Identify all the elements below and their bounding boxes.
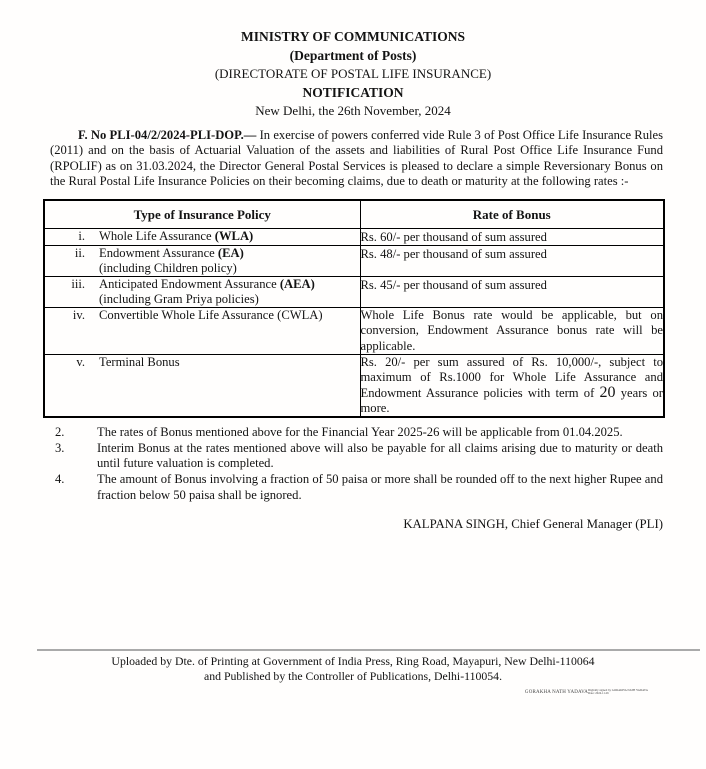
rate-text-end: years or more.	[360, 385, 663, 415]
rate-big-number: 20	[599, 383, 616, 401]
policy-name: Convertible Whole Life Assurance (CWLA)	[99, 307, 323, 322]
dateline: New Delhi, the 26th November, 2024	[255, 103, 451, 118]
digital-signature-detail-line2: Date: 2024.11.26	[588, 692, 609, 695]
clause-number: 4.	[55, 472, 65, 487]
policy-cell	[44, 245, 360, 276]
intro-paragraph	[50, 128, 663, 190]
digital-signer-name: GORAKHA NATH YADAVA	[524, 689, 588, 695]
rate-column-header: Rate of Bonus	[360, 200, 664, 229]
table-row	[44, 307, 664, 354]
policy-abbr: (WLA)	[214, 228, 254, 243]
footer-publisher-line1: Uploaded by Dte. of Printing at Government of India Press, Ring Road, Mayapuri, New Delhi-110064	[111, 654, 595, 668]
policy-cell	[44, 276, 360, 307]
table-header-row	[44, 200, 664, 229]
bonus-rates-table	[43, 199, 665, 418]
rate-cell	[360, 276, 664, 307]
file-reference: F. No PLI-04/2/2024-PLI-DOP.—	[78, 127, 257, 142]
digital-signature-block	[0, 686, 648, 698]
document-header	[0, 0, 706, 121]
ministry-title: MINISTRY OF COMMUNICATIONS	[240, 29, 466, 44]
directorate-line: (DIRECTORATE OF POSTAL LIFE INSURANCE)	[214, 66, 492, 81]
rate-cell	[360, 307, 664, 354]
rate-text: Rs. 48/- per thousand of sum assured	[360, 246, 547, 261]
policy-name: Whole Life Assurance	[99, 228, 215, 243]
rate-text: Rs. 20/- per sum assured of Rs. 10,000/-, subject to maximum of Rs.1000 for Whole Life Assurance and Endowment Assurance policies with term of	[360, 354, 663, 400]
signatory-line: KALPANA SINGH, Chief General Manager (PLI)	[403, 516, 663, 531]
policy-name: Endowment Assurance	[99, 245, 218, 260]
policy-name: Terminal Bonus	[99, 354, 180, 369]
document-footer	[0, 649, 706, 698]
table-row	[44, 245, 664, 276]
clause-3	[55, 441, 663, 473]
rate-text: Rs. 60/- per thousand of sum assured	[360, 229, 547, 244]
footer-publisher-line2: and Published by the Controller of Publications, Delhi-110054.	[203, 669, 503, 683]
clause-number: 2.	[55, 424, 65, 439]
rate-cell	[360, 245, 664, 276]
clause-2	[55, 425, 663, 441]
rate-text: Whole Life Bonus rate would be applicable, but on conversion, Endowment Assurance bonus rate will be applicable.	[360, 307, 663, 353]
policy-abbr: (EA)	[217, 245, 244, 260]
footer-divider	[37, 649, 700, 651]
clause-text: Interim Bonus at the rates mentioned above will also be payable for all claims arising due to maturity or death until future valuation is completed.	[97, 440, 663, 471]
row-number: v.	[76, 354, 85, 369]
rate-cell	[360, 228, 664, 245]
table-row	[44, 354, 664, 417]
policy-abbr: (AEA)	[279, 276, 315, 291]
policy-cell	[44, 228, 360, 245]
digital-signature-detail-line1: Digitally signed by GORAKHA NATH YADAVA	[588, 689, 648, 692]
row-number: iii.	[71, 276, 85, 291]
clause-number: 3.	[55, 440, 65, 455]
intro-body-text: In exercise of powers conferred vide Rule 3 of Post Office Life Insurance Rules (2011) and on the basis of Actuarial Valuation of the assets and liabilities of Rural Post Office Life Insurance Fund (RPOLIF) as on 31.03.2024, the Director General Postal Services is pleased to declare a simple Reversionary Bonus on the Rural Postal Life Insurance Policies on their becoming claims, due to death or maturity at the following rates :-	[50, 127, 663, 189]
policy-name: Anticipated Endowment Assurance	[99, 276, 280, 291]
row-number: iv.	[72, 307, 85, 322]
table-row	[44, 276, 664, 307]
department-subtitle: (Department of Posts)	[289, 47, 417, 63]
policy-note: (including Children policy)	[99, 260, 237, 275]
rate-text: Rs. 45/- per thousand of sum assured	[360, 277, 547, 292]
clause-text: The rates of Bonus mentioned above for the Financial Year 2025-26 will be applicable from 01.04.2025.	[97, 424, 623, 439]
digital-signature-details	[588, 689, 648, 695]
rate-cell	[360, 354, 664, 417]
policy-cell	[44, 307, 360, 354]
policy-note: (including Gram Priya policies)	[99, 291, 259, 306]
table-row	[44, 228, 664, 245]
clauses-list	[55, 425, 663, 504]
row-number: ii.	[74, 245, 85, 260]
doc-type-heading: NOTIFICATION	[302, 84, 404, 100]
policy-cell	[44, 354, 360, 417]
policy-column-header: Type of Insurance Policy	[44, 200, 360, 229]
clause-text: The amount of Bonus involving a fraction of 50 paisa or more shall be rounded off to the next higher Rupee and fraction below 50 paisa shall be ignored.	[97, 472, 663, 503]
clause-4	[55, 472, 663, 504]
row-number: i.	[78, 228, 85, 243]
